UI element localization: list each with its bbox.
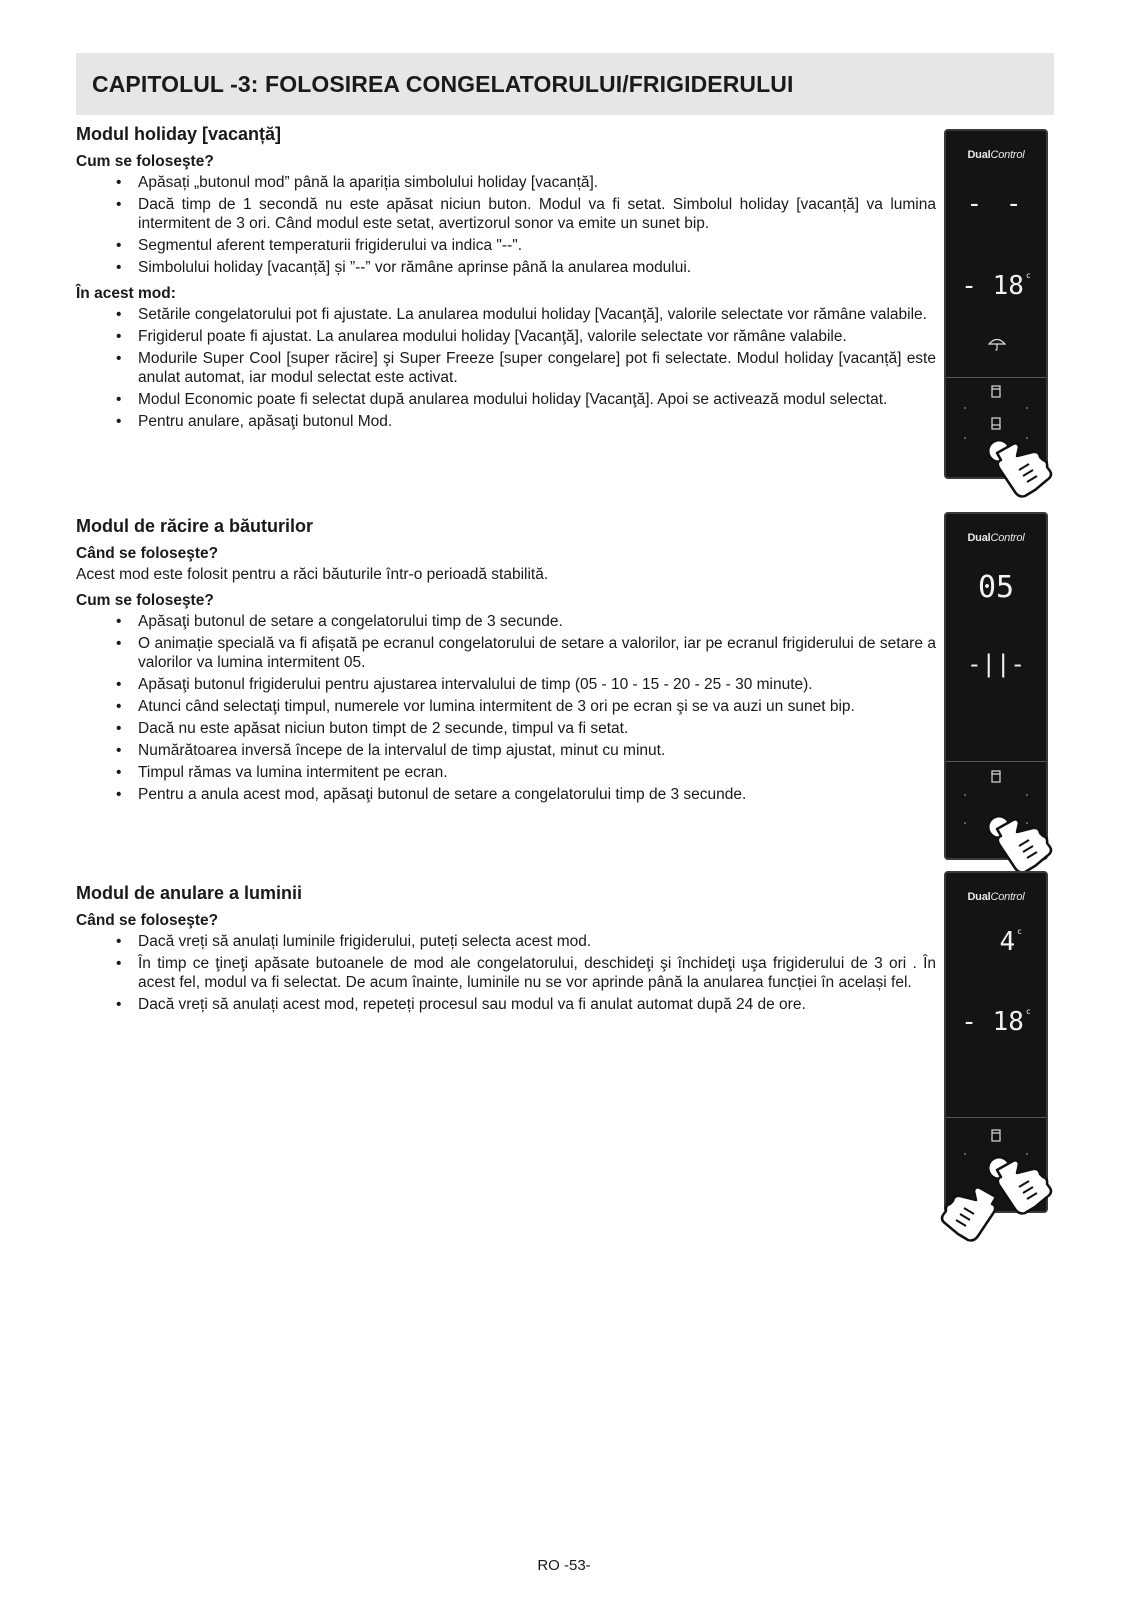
door-hand-icon bbox=[936, 1180, 1008, 1246]
mode-list bbox=[76, 305, 936, 431]
freezer-display: - 18 $^c$ bbox=[961, 1007, 1031, 1037]
list-item: • Pentru anulare, apăsaţi butonul Mod. bbox=[138, 412, 936, 431]
freezer-display: - 18 $^c$ bbox=[961, 271, 1031, 301]
freezer-button-icon[interactable] bbox=[991, 385, 1001, 398]
list-item: • Dacă nu este apăsat niciun buton timpt de 2 secunde, timpul va fi setat. bbox=[138, 719, 936, 738]
section-light-cancel bbox=[76, 883, 936, 1017]
fridge-display: 05 bbox=[977, 570, 1015, 605]
pressing-hand-icon bbox=[985, 812, 1057, 878]
dualcontrol-logo: DualControl bbox=[967, 532, 1025, 544]
section-title: Modul de răcire a băuturilor bbox=[76, 516, 314, 536]
divider bbox=[946, 761, 1046, 762]
fridge-display: - - bbox=[966, 189, 1026, 219]
holiday-umbrella-icon bbox=[988, 337, 1006, 351]
list-item: • Modurile Super Cool [super răcire] şi Super Freeze [super congelare] pot fi selectate. Modul holiday [vacanță] este anulat automat, iar modul selectat este activat. bbox=[138, 349, 936, 387]
list-item: • Apăsaţi butonul frigiderului pentru ajustarea intervalului de timp (05 - 10 - 15 - 20 - 25 - 30 minute). bbox=[138, 675, 936, 694]
list-item: • Apăsaţi butonul de setare a congelatorului timp de 3 secunde. bbox=[138, 612, 936, 631]
subheading-how: Cum se foloseşte? bbox=[76, 592, 214, 609]
section-holiday-mode bbox=[76, 124, 936, 434]
list-item: • Modul Economic poate fi selectat după anularea modului holiday [Vacanţă]. Apoi se activează modul selectat. bbox=[138, 390, 936, 409]
pressing-hand-icon bbox=[985, 436, 1057, 502]
chapter-header bbox=[76, 53, 1054, 115]
control-panel-holiday bbox=[944, 129, 1048, 479]
how-list bbox=[76, 173, 936, 277]
when-list bbox=[76, 932, 936, 1014]
divider bbox=[946, 1117, 1046, 1118]
when-text: Acest mod este folosit pentru a răci băuturile într-o perioadă stabilită. bbox=[76, 566, 549, 583]
list-item: • Simbolului holiday [vacanță] și ”--” vor rămâne aprinse până la anularea modului. bbox=[138, 258, 936, 277]
dualcontrol-logo: DualControl bbox=[967, 149, 1025, 161]
subheading-when: Când se foloseşte? bbox=[76, 912, 219, 929]
subheading-mode: În acest mod: bbox=[76, 285, 176, 302]
section-drink-cooling bbox=[76, 516, 936, 807]
list-item: • Dacă vreți să anulați luminile frigiderului, puteți selecta acest mod. bbox=[138, 932, 936, 951]
list-item: • Dacă timp de 1 secondă nu este apăsat niciun buton. Modul va fi setat. Simbolul holiday [vacanță] va lumina intermitent de 3 ori. Când modul este setat, avertizorul sonor va emite un sunet bip. bbox=[138, 195, 936, 233]
list-item: • Setările congelatorului pot fi ajustate. La anularea modului holiday [Vacanţă], valorile selectate vor rămâne valabile. bbox=[138, 305, 936, 324]
section-title: Modul holiday [vacanță] bbox=[76, 124, 282, 144]
list-item: • Timpul rămas va lumina intermitent pe ecran. bbox=[138, 763, 936, 782]
list-item: • O animație specială va fi afișată pe ecranul congelatorului de setare a valorilor, iar pe ecranul frigiderului de setare a valorilor va lumina intermitent 05. bbox=[138, 634, 936, 672]
list-item: • Atunci când selectaţi timpul, numerele vor lumina intermitent de 3 ori pe ecran şi se va auzi un sunet bip. bbox=[138, 697, 936, 716]
subheading-how: Cum se foloseşte? bbox=[76, 153, 214, 170]
chapter-title: CAPITOLUL -3: FOLOSIREA CONGELATORULUI/FRIGIDERULUI bbox=[92, 70, 794, 97]
list-item: • Numărătoarea inversă începe de la intervalul de timp ajustat, minut cu minut. bbox=[138, 741, 936, 760]
how-list bbox=[76, 612, 936, 804]
freezer-button-icon[interactable] bbox=[991, 770, 1001, 783]
list-item: • Pentru a anula acest mod, apăsaţi butonul de setare a congelatorului timp de 3 secunde. bbox=[138, 785, 936, 804]
subheading-when: Când se foloseşte? bbox=[76, 545, 219, 562]
list-item: • Frigiderul poate fi ajustat. La anularea modului holiday [Vacanţă], valorile selectate vor rămâne valabile. bbox=[138, 327, 936, 346]
section-title: Modul de anulare a luminii bbox=[76, 883, 303, 903]
freezer-display: -||- bbox=[967, 650, 1025, 678]
dualcontrol-logo: DualControl bbox=[967, 891, 1025, 903]
control-panel-drink-cooling bbox=[944, 512, 1048, 860]
mode-button-icon[interactable] bbox=[991, 417, 1001, 430]
divider bbox=[946, 377, 1046, 378]
fridge-display: 4 $^c$ bbox=[999, 927, 1022, 957]
freezer-button-icon[interactable] bbox=[991, 1129, 1001, 1142]
list-item: • Dacă vreți să anulați acest mod, repeteți procesul sau modul va fi anulat automat după 24 de ore. bbox=[138, 995, 936, 1014]
list-item: • În timp ce ţineţi apăsate butoanele de mod ale congelatorului, deschideţi şi închideţi uşa frigiderului de 3 ori . În acest fel, modul va fi selectat. De acum înainte, luminile nu se vor aprinde până la anularea funcției în același fel. bbox=[138, 954, 936, 992]
list-item: • Apăsați „butonul mod” până la apariția simbolului holiday [vacanță]. bbox=[138, 173, 936, 192]
list-item: • Segmentul aferent temperaturii frigiderului va indica "--". bbox=[138, 236, 936, 255]
page-number: RO -53- bbox=[537, 1557, 591, 1574]
